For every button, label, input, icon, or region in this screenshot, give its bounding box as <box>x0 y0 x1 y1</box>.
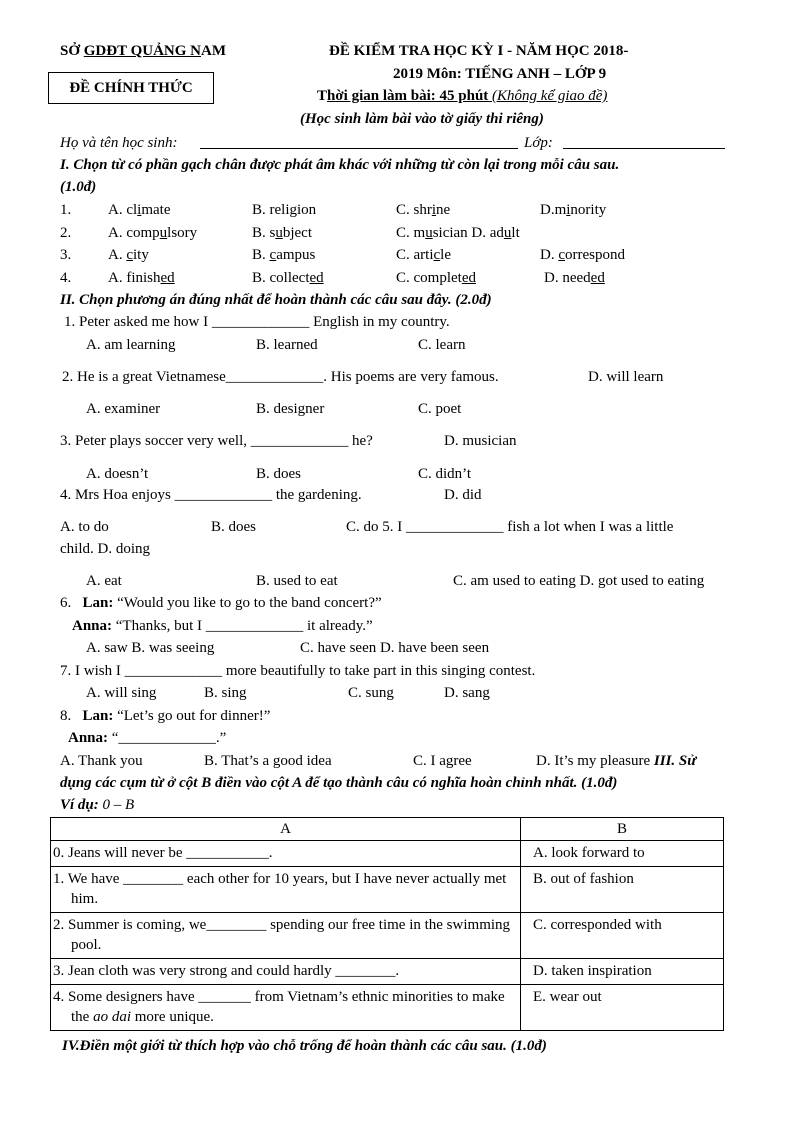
table-row <box>51 913 724 959</box>
cell-a: 4. Some designers have _______ from Vietnam’s ethnic minorities to make the ao dai more unique. <box>51 985 521 1031</box>
option-d: D.minority <box>540 202 607 218</box>
q2-option-a: A. examiner <box>86 401 161 417</box>
exam-title-line1: ĐỀ KIỂM TRA HỌC KỲ I - NĂM HỌC 2018- <box>329 43 629 59</box>
cell-b: C. corresponded with <box>521 913 724 959</box>
q8-option-c: C. I agree <box>413 753 472 769</box>
class-label: Lớp: <box>524 135 553 151</box>
class-field[interactable] <box>563 148 725 149</box>
cell-b: E. wear out <box>521 985 724 1031</box>
cell-b: B. out of fashion <box>521 867 724 913</box>
q4-option-b: B. does <box>211 519 256 535</box>
section-1-heading: I. Chọn từ có phần gạch chân được phát âm khác với những từ còn lại trong mỗi câu sau. <box>60 157 620 173</box>
matching-table <box>50 817 724 1031</box>
option-a: A. climate <box>108 202 171 218</box>
section-3-heading-start: III. Sử <box>653 753 697 769</box>
q3-option-d: D. did <box>444 487 482 503</box>
question-3: 3. Peter plays soccer very well, _____________ he? <box>60 433 373 449</box>
option-c: C. shrine <box>396 202 451 218</box>
student-name-label: Họ và tên học sinh: <box>60 135 178 151</box>
exam-time: Thời gian làm bài: 45 phút (Không kể giao đề) <box>317 88 608 104</box>
q8-option-a: A. Thank you <box>60 753 143 769</box>
q4-option-c-question-5: C. do 5. I _____________ fish a lot when I was a little <box>346 519 674 535</box>
q-number: 1. <box>60 202 72 218</box>
table-row <box>51 841 724 867</box>
q3-option-b: B. does <box>256 466 301 482</box>
section-1-points: (1.0đ) <box>60 179 97 195</box>
q-number: 2. <box>60 225 72 241</box>
table-row <box>51 985 724 1031</box>
cell-a: 0. Jeans will never be ___________. <box>51 841 521 867</box>
q7-option-b: B. sing <box>204 685 247 701</box>
question-8: 8. Lan: “Let’s go out for dinner!” <box>60 708 271 724</box>
student-name-field[interactable] <box>200 148 518 149</box>
option-a: A. compulsory <box>108 225 198 241</box>
q4-option-a: A. to do <box>60 519 109 535</box>
q2-option-b: B. designer <box>256 401 325 417</box>
cell-b: A. look forward to <box>521 841 724 867</box>
column-b-header: B <box>521 818 724 841</box>
option-d: D. correspond <box>540 247 626 263</box>
cell-b: D. taken inspiration <box>521 959 724 985</box>
official-label: ĐỀ CHÍNH THỨC <box>48 72 214 104</box>
q-number: 4. <box>60 270 72 286</box>
option-b: B. collected <box>252 270 324 286</box>
q6-option-a-b: A. saw B. was seeing <box>86 640 215 656</box>
q7-option-a: A. will sing <box>86 685 157 701</box>
question-7: 7. I wish I _____________ more beautifully to take part in this singing contest. <box>60 663 536 679</box>
q1-option-c: C. learn <box>418 337 466 353</box>
q7-option-c: C. sung <box>348 685 394 701</box>
q3-option-a: A. doesn’t <box>86 466 149 482</box>
table-row <box>51 867 724 913</box>
section-2-heading: II. Chọn phương án đúng nhất để hoàn thành các câu sau đây. (2.0đ) <box>60 292 492 308</box>
option-b: B. subject <box>252 225 312 241</box>
option-b: B. religion <box>252 202 317 218</box>
question-1: 1. Peter asked me how I _____________ English in my country. <box>64 314 450 330</box>
exam-note: (Học sinh làm bài vào tờ giấy thi riêng) <box>300 111 544 127</box>
option-c-d: C. musician D. adult <box>396 225 520 241</box>
q2-option-c: C. poet <box>418 401 462 417</box>
table-row <box>51 959 724 985</box>
department-name: SỞ GDĐT QUẢNG NAM <box>60 43 226 59</box>
q5-option-b: B. used to eat <box>256 573 338 589</box>
example: Ví dụ: 0 – B <box>60 797 135 813</box>
q1-option-d: D. will learn <box>588 369 664 385</box>
cell-a: 2. Summer is coming, we________ spending our free time in the swimming pool. <box>51 913 521 959</box>
q6-option-c-d: C. have seen D. have been seen <box>300 640 490 656</box>
option-c: C. article <box>396 247 451 263</box>
q8-option-d: D. It’s my pleasure III. Sử <box>536 753 697 769</box>
q8-option-b: B. That’s a good idea <box>204 753 332 769</box>
option-d: D. needed <box>544 270 605 286</box>
q2-option-d: D. musician <box>444 433 517 449</box>
question-5-cont: child. D. doing <box>60 541 150 557</box>
section-4-heading: IV.Điền một giới từ thích hợp vào chỗ trống để hoàn thành các câu sau. (1.0đ) <box>62 1038 547 1054</box>
question-6: 6. Lan: “Would you like to go to the band concert?” <box>60 595 382 611</box>
question-2: 2. He is a great Vietnamese_____________. His poems are very famous. <box>62 369 499 385</box>
option-a: A. city <box>108 247 149 263</box>
q5-option-a: A. eat <box>86 573 122 589</box>
option-a: A. finished <box>108 270 175 286</box>
q1-option-a: A. am learning <box>86 337 176 353</box>
question-6-reply: Anna: “Thanks, but I _____________ it already.” <box>72 618 373 634</box>
q1-option-b: B. learned <box>256 337 318 353</box>
cell-a: 3. Jean cloth was very strong and could hardly ________. <box>51 959 521 985</box>
question-4: 4. Mrs Hoa enjoys _____________ the gardening. <box>60 487 362 503</box>
q3-option-c: C. didn’t <box>418 466 472 482</box>
column-a-header: A <box>51 818 521 841</box>
option-b: B. campus <box>252 247 316 263</box>
section-3-heading: dụng các cụm từ ở cột B điền vào cột A để tạo thành câu có nghĩa hoàn chỉnh nhất. (1.0đ) <box>60 775 618 791</box>
q5-option-c-d: C. am used to eating D. got used to eating <box>453 573 705 589</box>
q-number: 3. <box>60 247 72 263</box>
exam-title-line2: 2019 Môn: TIẾNG ANH – LỚP 9 <box>393 66 607 82</box>
table-header-row <box>51 818 724 841</box>
question-8-reply: Anna: “_____________.” <box>68 730 227 746</box>
cell-a: 1. We have ________ each other for 10 years, but I have never actually met him. <box>51 867 521 913</box>
q7-option-d: D. sang <box>444 685 490 701</box>
option-c: C. completed <box>396 270 476 286</box>
